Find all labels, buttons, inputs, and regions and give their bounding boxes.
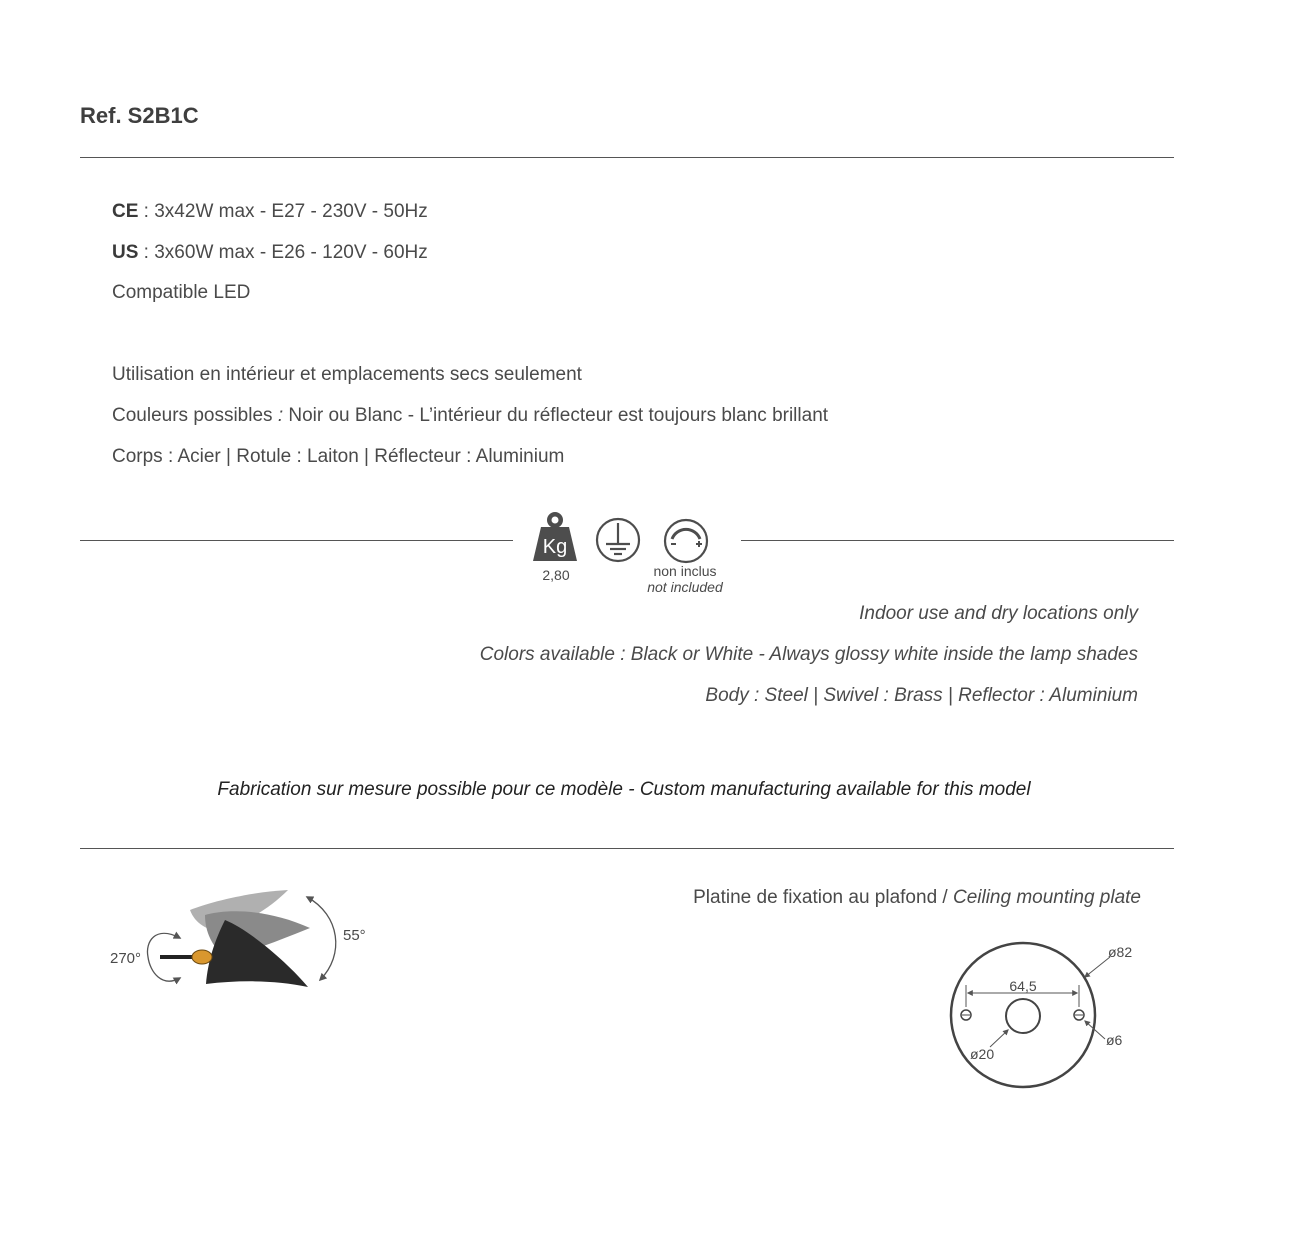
outer-diameter-label: ø82 xyxy=(1108,944,1133,960)
materials-en: Body : Steel | Swivel : Brass | Reflector : Aluminium xyxy=(705,685,1138,706)
icons-divider-left xyxy=(80,540,513,541)
icons-divider-right xyxy=(741,540,1174,541)
bottom-divider xyxy=(80,848,1174,849)
weight-value: 2,80 xyxy=(542,567,570,583)
spec-ce xyxy=(112,201,428,223)
center-hole-label: ø20 xyxy=(970,1046,995,1062)
colors-fr xyxy=(112,405,828,427)
plate-center-hole xyxy=(1006,999,1040,1033)
product-reference: Ref. S2B1C xyxy=(80,103,199,128)
us-label: US xyxy=(112,242,139,263)
colors-fr-value: Noir ou Blanc - L’intérieur du réflecteur est toujours blanc brillant xyxy=(283,405,829,426)
top-divider xyxy=(80,157,1174,158)
spec-led: Compatible LED xyxy=(112,282,251,303)
rotation-diagram xyxy=(100,880,400,1000)
materials-fr: Corps : Acier | Rotule : Laiton | Réflecteur : Aluminium xyxy=(112,446,565,467)
colors-en: Colors available : Black or White - Always glossy white inside the lamp shades xyxy=(479,644,1138,665)
spec-us xyxy=(112,242,428,264)
dimmer-not-included-fr: non inclus xyxy=(653,563,717,579)
ce-value: : 3x42W max - E27 - 230V - 50Hz xyxy=(138,201,428,222)
ce-label: CE xyxy=(112,201,139,222)
mounting-plate-title-en: Ceiling mounting plate xyxy=(952,887,1141,908)
mounting-plate-title xyxy=(693,887,1141,909)
dimmer-caption xyxy=(630,563,740,595)
usage-en: Indoor use and dry locations only xyxy=(859,603,1138,624)
tilt-arrow xyxy=(307,897,336,980)
brass-swivel xyxy=(192,950,212,964)
hole-spacing-label: 64,5 xyxy=(1009,978,1037,994)
weight-symbol: Kg xyxy=(542,536,568,558)
weight-icon xyxy=(527,508,585,564)
weight-icon-group xyxy=(527,508,585,584)
usage-fr: Utilisation en intérieur et emplacements secs seulement xyxy=(112,364,582,385)
colors-fr-label: Couleurs possibles xyxy=(112,405,278,426)
us-value: : 3x60W max - E26 - 120V - 60Hz xyxy=(138,242,428,263)
tilt-label: 55° xyxy=(343,927,366,944)
mounting-plate-diagram xyxy=(930,935,1150,1095)
base-rotation-label: 270° xyxy=(110,950,142,967)
screw-hole-label: ø6 xyxy=(1106,1032,1123,1048)
mounting-plate-title-fr: Platine de fixation au plafond / xyxy=(693,887,953,908)
ground-icon xyxy=(595,517,641,563)
dimmer-not-included-en: not included xyxy=(647,579,723,595)
colors-fr-sep: : xyxy=(277,405,284,426)
custom-manufacturing-note: Fabrication sur mesure possible pour ce modèle - Custom manufacturing available for this model xyxy=(217,779,1031,800)
dimmer-icon xyxy=(662,517,710,565)
